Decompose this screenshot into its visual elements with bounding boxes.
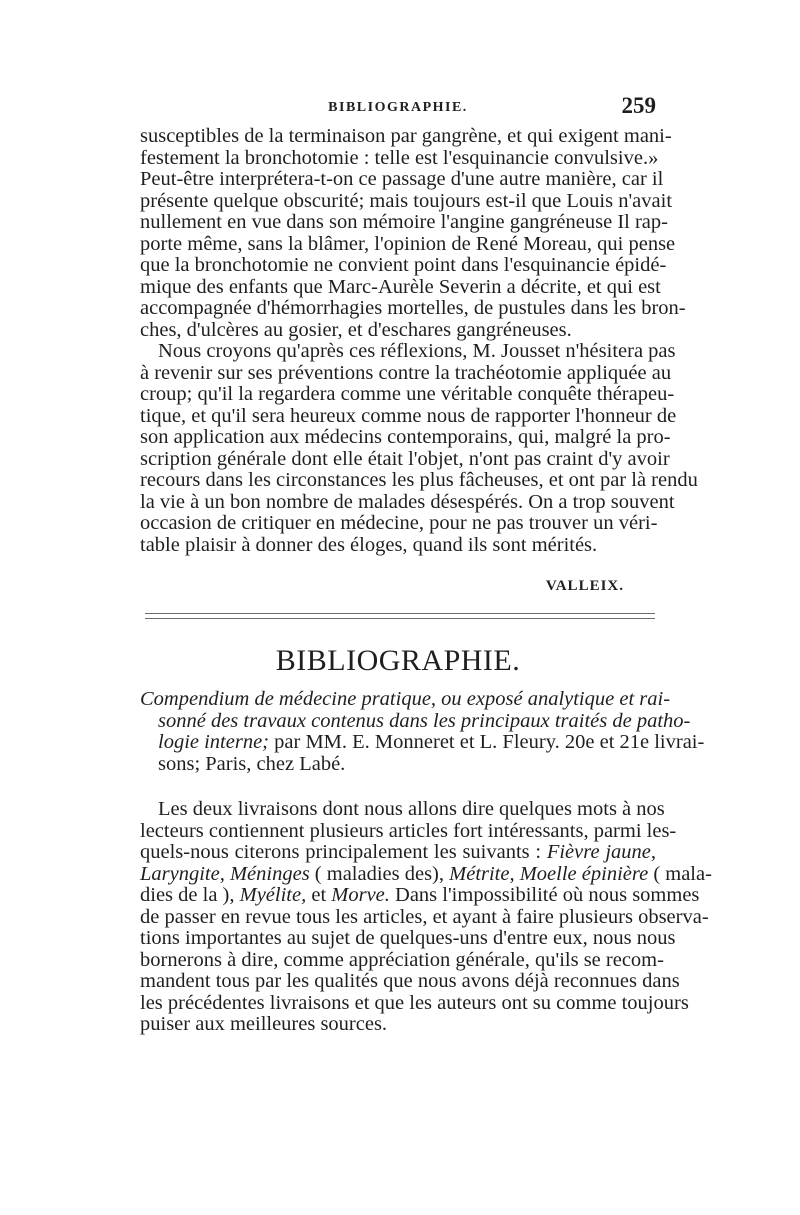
text-line: accompagnée d'hémorrhagies mortelles, de pustules dans les bron- (140, 297, 686, 319)
text-line: puiser aux meilleures sources. (140, 1013, 388, 1035)
article-name: Morve. (331, 884, 390, 906)
text-line: Les deux livraisons dont nous allons dire quelques mots à nos (158, 798, 665, 820)
previous-article-text (140, 125, 698, 556)
article-name: Laryngite, Méninges (140, 862, 310, 885)
text-line: son application aux médecins contemporains, qui, malgré la pro- (140, 426, 671, 448)
text-fragment: ( mala- (648, 862, 712, 885)
section-divider (145, 613, 655, 614)
book-reference (140, 688, 705, 775)
review-text (140, 798, 712, 1036)
text-line: Nous croyons qu'après ces réflexions, M. Jousset n'hésitera pas (158, 340, 676, 362)
text-line: mandent tous par les qualités que nous avons déjà reconnues dans (140, 970, 680, 992)
text-line: scription générale dont elle était l'objet, n'ont pas craint d'y avoir (140, 447, 670, 470)
reference-line (140, 731, 705, 754)
text-line: occasion de critiquer en médecine, pour ne pas trouver un véri- (140, 512, 658, 534)
text-line: présente quelque obscurité; mais toujours est-il que Louis n'avait (140, 189, 673, 212)
text-line: la vie à un bon nombre de malades désespérés. On a trop souvent (140, 490, 675, 513)
text-line: recours dans les circonstances les plus fâcheuses, et ont par là rendu (140, 469, 698, 491)
text-line: les précédentes livraisons et que les auteurs ont su comme toujours (140, 991, 689, 1014)
running-head (140, 93, 656, 123)
text-line: tions importantes au sujet de quelques-uns d'entre eux, nous nous (140, 927, 676, 949)
reference-title-end: logie interne; (158, 731, 270, 753)
text-line (140, 862, 712, 886)
article-name: Myélite, (239, 884, 307, 906)
reference-line: Compendium de médecine pratique, ou exposé analytique et rai- (140, 688, 671, 710)
text-line: nullement en vue dans son mémoire l'angine gangréneuse Il rap- (140, 211, 668, 233)
text-fragment: dies de la ), (140, 884, 240, 906)
text-line (140, 884, 700, 907)
text-line: bornerons à dire, comme appréciation générale, qu'ils se recom- (140, 948, 664, 971)
text-fragment: et (306, 884, 332, 906)
text-line: à revenir sur ses préventions contre la trachéotomie appliquée au (140, 361, 672, 384)
text-line: croup; qu'il la regardera comme une véritable conquête thérapeu- (140, 383, 675, 405)
reference-authors: par MM. E. Monneret et L. Fleury. 20e et 21e livrai- (269, 731, 705, 753)
author-signature: VALLEIX. (545, 578, 624, 594)
text-fragment: ( maladies des), (309, 862, 450, 885)
text-line: mique des enfants que Marc-Aurèle Severin a décrite, et qui est (140, 275, 661, 298)
text-line: tique, et qu'il sera heureux comme nous de rapporter l'honneur de (140, 404, 677, 427)
text-line: porte même, sans la blâmer, l'opinion de René Moreau, qui pense (140, 232, 676, 255)
text-fragment: quels-nous citerons principalement les suivants : (140, 841, 547, 863)
section-divider (145, 618, 655, 619)
text-line (140, 842, 656, 864)
text-line: lecteurs contiennent plusieurs articles fort intéressants, parmi les- (140, 819, 677, 842)
text-line: que la bronchotomie ne convient point dans l'esquinancie épidé- (140, 254, 667, 276)
text-line: susceptibles de la terminaison par gangrène, et qui exigent mani- (140, 125, 672, 147)
text-line: de passer en revue tous les articles, et ayant à faire plusieurs observa- (140, 905, 709, 928)
article-name: Métrite, Moelle épinière (449, 862, 649, 885)
reference-line: sonné des travaux contenus dans les principaux traités de patho- (158, 709, 691, 732)
section-title: BIBLIOGRAPHIE. (275, 644, 521, 677)
text-line: table plaisir à donner des éloges, quand ils sont mérités. (140, 533, 598, 556)
text-line: festement la bronchotomie : telle est l'esquinancie convulsive.» (140, 146, 659, 169)
reference-line: sons; Paris, chez Labé. (158, 752, 346, 775)
text-line: ches, d'ulcères au gosier, et d'eschares gangréneuses. (140, 318, 572, 341)
page-number: 259 (621, 93, 656, 118)
text-fragment: Dans l'impossibilité où nous sommes (389, 884, 700, 906)
article-name: Fièvre jaune, (546, 841, 656, 863)
running-title: BIBLIOGRAPHIE. (328, 100, 468, 115)
text-line: Peut-être interprétera-t-on ce passage d'une autre manière, car il (140, 168, 664, 190)
